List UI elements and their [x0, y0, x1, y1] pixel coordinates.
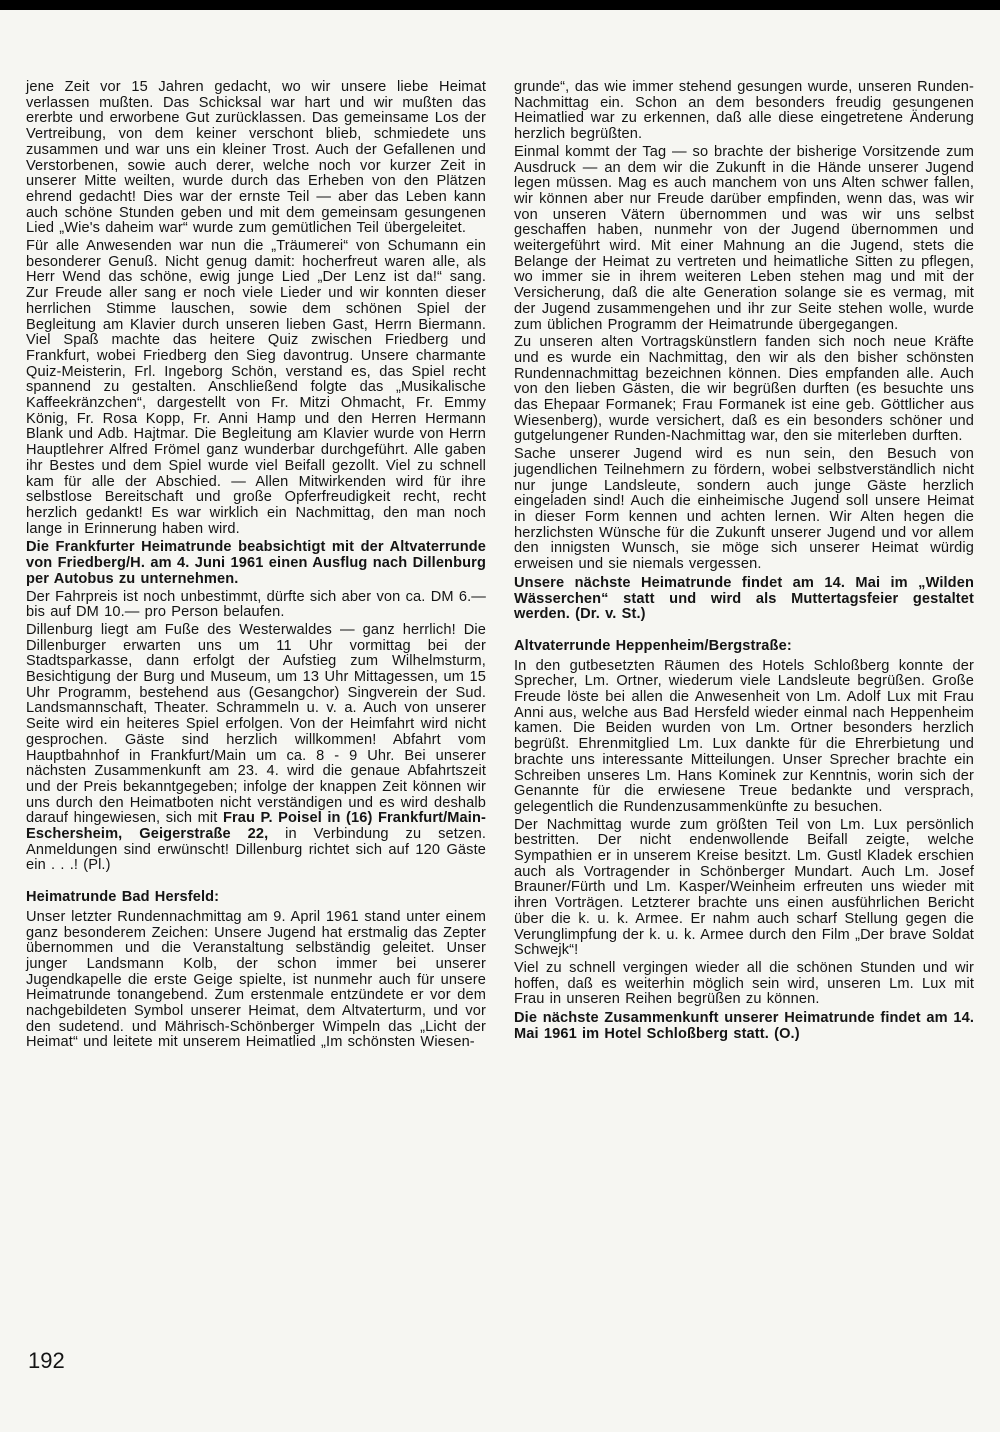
- section-heading-bad-hersfeld: Heimatrunde Bad Hersfeld:: [26, 889, 220, 906]
- announcement-schlossberg: Die nächste Zusammenkunft unserer Heimatrunde findet am 14. Mai 1961 im Hotel Schloßberg statt. (O.): [514, 1010, 974, 1042]
- dillenburg-details-text-end: in Verbindung zu setzen. Anmeldungen sind erwünscht! Dillenburg richtet sich auf 120 Gäste ein . . .! (Pl.): [26, 826, 486, 874]
- paragraph-memorial: jene Zeit vor 15 Jahren gedacht, wo wir unsere liebe Heimat verlassen mußten. Das Schicksal war hart und wir mußten das ererbte und erworbene Gut zurücklassen. Das gemeinsame Los der Vertreibung, von dem keiner verschont blieb, schmiedete uns zusammen und war uns ein kleiner Trost. Auch der Gefallenen und Verstorbenen, sowie auch derer, welche noch vor kurzer Zeit in unserer Mitte weilten, wurde durch das Erheben von den Plätzen ehrend gedacht! Dies war der ernste Teil — aber das Leben kann auch schöne Stunden geben und mit dem gemeinsam gesungenen Lied „Wie's daheim war“ wurde zum gemütlichen Teil übergeleitet.: [26, 79, 486, 237]
- announcement-dillenburg-trip: Die Frankfurter Heimatrunde beabsichtigt mit der Altvaterrunde von Friedberg/H. am 4. Juni 1961 einen Ausflug nach Dillenburg per Autobus zu unternehmen.: [26, 539, 486, 587]
- paragraph-bad-hersfeld: Unser letzter Rundennachmittag am 9. April 1961 stand unter einem ganz besonderem Zeichen: Unsere Jugend hat erstmalig das Zepter übernommen und die Veranstaltung selbständig geleitet. Unser junger Landsmann Kolb, der schon immer bei unserer Jugendkapelle die erste Geige spielte, ist nunmehr auch für unsere Heimatrunde tonangebend. Zum erstenmale entzündete er vor dem nachgebildeten Symbol unserer Heimat, dem Altvaterturm, und vor den sudetend. und Mährisch-Schönberger Wimpeln das „Licht der Heimat“ und leitete mit unserem Heimatlied „Im schönsten Wiesen-: [26, 908, 486, 1051]
- dillenburg-details-text: Dillenburg liegt am Fuße des Westerwaldes — ganz herrlich! Die Dillenburger erwarten uns um 11 Uhr vormittag bei der Stadtsparkasse, dann erfolgt der Aufstieg zum Wilhelmsturm, Besichtigung der Burg und Museum, um 13 Uhr Mittagessen, um 15 Uhr Programm, bestehend aus (Gesangchor) Singverein der Sud. Landsmannschaft, Theater. Schrammeln u. v. a. Auch von unserer Seite wird ein heiteres Spiel erfolgen. Von der Heimfahrt wird nicht gesprochen. Gäste sind herzlich willkommen! Abfahrt vom Hauptbahnhof in Frankfurt/Main um ca. 8 - 9 Uhr. Bei unserer nächsten Zusammenkunft am 23. 4. wird die genaue Abfahrtszeit und der Preis bekanntgegeben; infolge der knappen Zeit können wir uns durch den Heimatboten nicht verständigen und es wird deshalb darauf hingewiesen, sich mit: [26, 621, 486, 827]
- page-number: 192: [28, 1348, 65, 1373]
- paragraph-dillenburg-details: [26, 623, 486, 874]
- dillenburg-contact-address: Frau P. Poisel in (16) Frankfurt/Main-Eschersheim, Geigerstraße 22,: [26, 810, 486, 843]
- right-column: [514, 80, 974, 1053]
- paragraph-heppenheim-begruessung: In den gutbesetzten Räumen des Hotels Schloßberg konnte der Sprecher, Lm. Ortner, wiederum viele Landsleute begrüßen. Große Freude löste bei allen die Anwesenheit von Lm. Adolf Lux mit Frau Anni aus, welche aus Bad Hersfeld wieder einmal nach Heppenheim kamen. Die Beiden wurden von Lm. Ortner besonders herzlich begrüßt. Ehrenmitglied Lm. Lux dankte für die Ehrerbietung und brachte uns interessante Mitteilungen. Unser Sprecher brachte ein Schreiben unseres Lm. Hans Kominek zur Kenntnis, worin sich der Genannte für die erwiesene Treue bedankte und versprach, gelegentlich die Rundenzusammenkünfte zu besuchen.: [514, 657, 974, 815]
- page-content: [0, 80, 1000, 1053]
- paragraph-grunde: grunde“, das wie immer stehend gesungen wurde, unseren Runden-Nachmittag ein. Schon an dem besonders freudig gesungenen Heimatlied war zu erkennen, daß alle diese eingetretene Änderung herzlich begrüßten.: [514, 79, 974, 143]
- left-column: [26, 80, 486, 1053]
- paragraph-heppenheim-abschluss: Viel zu schnell vergingen wieder all die schönen Stunden und wir hoffen, daß es weiterhin möglich sein wird, unseren Lm. Lux mit Frau in unseren Reihen begrüßen zu können.: [514, 959, 974, 1008]
- announcement-muttertagsfeier: Unsere nächste Heimatrunde findet am 14. Mai im „Wilden Wässerchen“ statt und wird als Muttertagsfeier gestaltet werden. (Dr. v. St.): [514, 574, 974, 623]
- paragraph-fahrpreis: Der Fahrpreis ist noch unbestimmt, dürfte sich aber von ca. DM 6.— bis auf DM 10.— pro Person belaufen.: [26, 588, 486, 621]
- scan-top-edge: [0, 0, 1000, 10]
- paragraph-vortragskuenstler: Zu unseren alten Vortragskünstlern fanden sich noch neue Kräfte und es wurde ein Nachmittag, den wir als den bisher schönsten Rundennachmittag bezeichnen können. Dies empfanden alle. Auch von den lieben Gästen, die wir begrüßen durften (es besuchte uns das Ehepaar Formanek; Frau Formanek ist eine geb. Göttlicher aus Wiesenberg), wurde versichert, daß es ein besonders schöner und gutgelungener Runden-Nachmittag war, den sie miterleben durften.: [514, 334, 974, 445]
- paragraph-program: Für alle Anwesenden war nun die „Träumerei“ von Schumann ein besonderer Genuß. Nicht genug damit: hocherfreut waren alle, als Herr Wend das schöne, ewig junge Lied „Der Lenz ist da!“ sang. Zur Freude aller sang er noch viele Lieder und wir konnten dieser herrlichen Stimme lauschen, sowie dem schönen Spiel der Begleitung am Klavier durch unseren lieben Gast, Herrn Biermann. Viel Spaß machte das heitere Quiz zwischen Friedberg und Frankfurt, wobei Friedberg den Sieg davontrug. Unsere charmante Quiz-Meisterin, Frl. Ingeborg Schön, verstand es, das Spiel recht spannend zu gestalten. Anschließend folgte das „Musikalische Kaffeekränzchen“, dargestellt von Fr. Mitzi Ohmacht, Fr. Emmy König, Fr. Rosa Kopp, Fr. Anni Hamp und den Herren Hermann Blank und Adb. Hajtmar. Die Begleitung am Klavier wurde von Herrn Hauptlehrer Alfred Frömel ganz wunderbar durchgeführt. Alle gaben ihr Bestes und dem Spiel wurde viel Beifall gezollt. Viel zu schnell kam für alle der Abschied. — Allen Mitwirkenden wird für ihre selbstlose Bereitschaft und große Opferfreudigkeit recht, recht herzlich gedankt! Es war wirklich ein Nachmittag, den man noch lange in Erinnerung haben wird.: [26, 238, 486, 537]
- section-heading-heppenheim: Altvaterrunde Heppenheim/Bergstraße:: [514, 637, 792, 654]
- paragraph-einmal-kommt-der-tag: Einmal kommt der Tag — so brachte der bisherige Vorsitzende zum Ausdruck — an dem wir die Zukunft in die Hände unserer Jugend legen müssen. Mag es auch manchem von uns Alten schwer fallen, wir können aber nur Freude darüber empfinden, wenn das, was wir von unseren Vätern übernommen und was wir uns selbst geschaffen haben, nunmehr von der Jugend übernommen und weitergeführt wird. Mit einer Mahnung an die Jugend, stets die Belange der Heimat zu vertreten und heimatliche Sitten zu pflegen, wo immer sie in ihrem weiteren Leben stehen mag und mit der Versicherung, daß die alte Generation solange sie es vermag, mit der Jugend zusammengehen und ihr zur Seite stehen wolle, wurde zum üblichen Programm der Heimatrunde übergegangen.: [514, 143, 974, 333]
- paragraph-jugend: Sache unserer Jugend wird es nun sein, den Besuch von jugendlichen Teilnehmern zu fördern, wobei selbstverständlich nicht nur junge Landsleute, sondern auch junge Gäste herzlich eingeladen sind! Auch die einheimische Jugend soll unsere Heimat in dieser Form kennen und achten lernen. Wir Alten hegen die herzlichsten Wünsche für die Zukunft unserer Jugend und vor allem den innigsten Wunsch, sie möge sich unserer Heimat würdig erweisen und sie niemals vergessen.: [514, 446, 974, 573]
- paragraph-heppenheim-nachmittag: Der Nachmittag wurde zum größten Teil von Lm. Lux persönlich bestritten. Der nicht endenwollende Beifall zeigte, welche Sympathien er in unserem Kreise besitzt. Lm. Gustl Kladek erschien auch als Vortragender in Schönberger Mundart. Auch Lm. Josef Brauner/Fürth und Lm. Kasper/Weinheim erfreuten uns wieder mit ihren Vorträgen. Letzterer brachte uns einen ausführlichen Bericht über die k. u. k. Armee. Er nahm auch scharf Stellung gegen die Verunglimpfung der k. u. k. Armee durch den Film „Der brave Soldat Schwejk“!: [514, 816, 974, 959]
